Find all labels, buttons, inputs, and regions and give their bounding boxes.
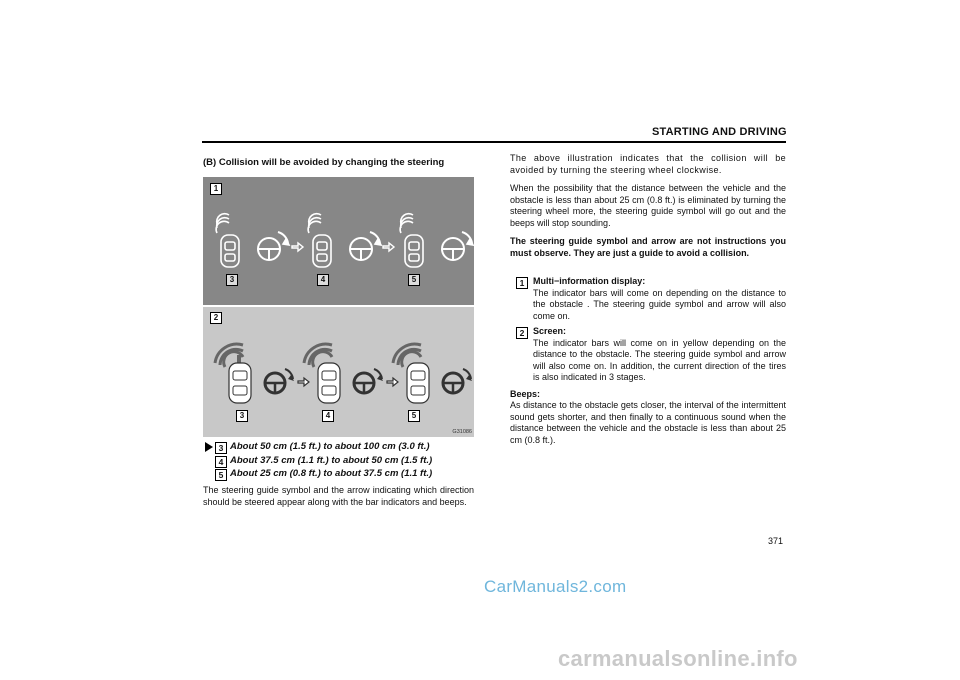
transition-arrow-icon	[383, 243, 394, 251]
figure-panel-multi-info-display	[203, 177, 474, 305]
transition-arrow-icon	[292, 243, 303, 251]
header-rule	[202, 141, 786, 143]
paragraph-steering-guide-off: When the possibility that the distance between the vehicle and the obstacle is less than about 25 cm (0.8 ft.) is eliminated by turning the steering wheel more, the steering guide symbol will go out and the beeps will stop sounding.	[510, 183, 786, 228]
stage-tag: 5	[408, 410, 420, 422]
stage-group-5	[393, 344, 472, 403]
stage-tag: 5	[408, 274, 420, 286]
section-heading: (B) Collision will be avoided by changing the steering	[203, 157, 445, 168]
transition-arrow-icon	[298, 378, 309, 386]
left-paragraph: The steering guide symbol and the arrow indicating which direction should be steered appear along with the bar indicators and beeps.	[203, 485, 474, 507]
range-text: About 37.5 cm (1.1 ft.) to about 50 cm (1.5 ft.)	[230, 454, 433, 466]
range-number: 3	[215, 442, 227, 454]
item-number: 1	[516, 277, 528, 289]
transition-arrow-icon	[387, 378, 398, 386]
item-body: The indicator bars will come on depending on the distance to the obstacle . The steering guide symbol and arrow will also come on.	[533, 287, 786, 321]
item-title: Screen:	[533, 326, 567, 336]
stage-group-4	[308, 214, 381, 267]
item-multi-info-display	[516, 276, 786, 324]
range-text: About 25 cm (0.8 ft.) to about 37.5 cm (1.1 ft.)	[230, 468, 433, 479]
stage-group-3	[215, 344, 294, 403]
vehicle-icon	[229, 363, 251, 403]
stage-tag: 4	[322, 410, 334, 422]
figure-panel-screen	[203, 307, 474, 437]
pointer-triangle-icon	[205, 442, 213, 452]
item-title: Multi−information display:	[533, 276, 646, 286]
range-number: 4	[215, 456, 227, 468]
beeps-paragraph: As distance to the obstacle gets closer, the interval of the intermittent sound gets shorter, and then finally to a continuous sound when the distance between the vehicle and the obstacle is less than about 25 cm (0.8 ft.).	[510, 400, 786, 445]
page-number: 371	[768, 536, 784, 546]
indicator-bar-icon	[216, 221, 229, 233]
paragraph-illustration-note: The above illustration indicates that the collision will be avoided by turning the steering wheel clockwise.	[510, 153, 786, 175]
panel-tag: 2	[210, 312, 222, 324]
item-number: 2	[516, 327, 528, 339]
range-number: 5	[215, 469, 227, 481]
stage-tag: 4	[317, 274, 329, 286]
range-text: About 50 cm (1.5 ft.) to about 100 cm (3.0 ft.)	[230, 441, 430, 452]
stage-tag: 3	[226, 274, 238, 286]
section-title: STARTING AND DRIVING	[652, 126, 787, 138]
stage-group-3	[216, 214, 289, 267]
stage-group-4	[304, 344, 383, 403]
item-body: The indicator bars will come on in yellow depending on the distance to the obstacle. The steering guide symbol and arrow will also come on. In addition, the current direction of the tires is also indicated in 3 stages.	[533, 337, 786, 382]
paragraph-caution: The steering guide symbol and arrow are not instructions you must observe. They are just a guide to avoid a collision.	[510, 236, 786, 258]
panel-tag: 1	[210, 183, 222, 195]
watermark-carmanuals2: CarManuals2.com	[484, 577, 627, 596]
figure-code: G31086	[452, 429, 472, 435]
watermark-carmanualsonline: carmanualsonline.info	[558, 646, 798, 671]
multi-info-display-illustration	[203, 177, 474, 305]
stage-group-5	[400, 214, 473, 267]
stage-tag: 3	[236, 410, 248, 422]
vehicle-icon	[221, 235, 239, 267]
beeps-heading: Beeps:	[510, 389, 541, 399]
item-screen	[516, 326, 786, 386]
